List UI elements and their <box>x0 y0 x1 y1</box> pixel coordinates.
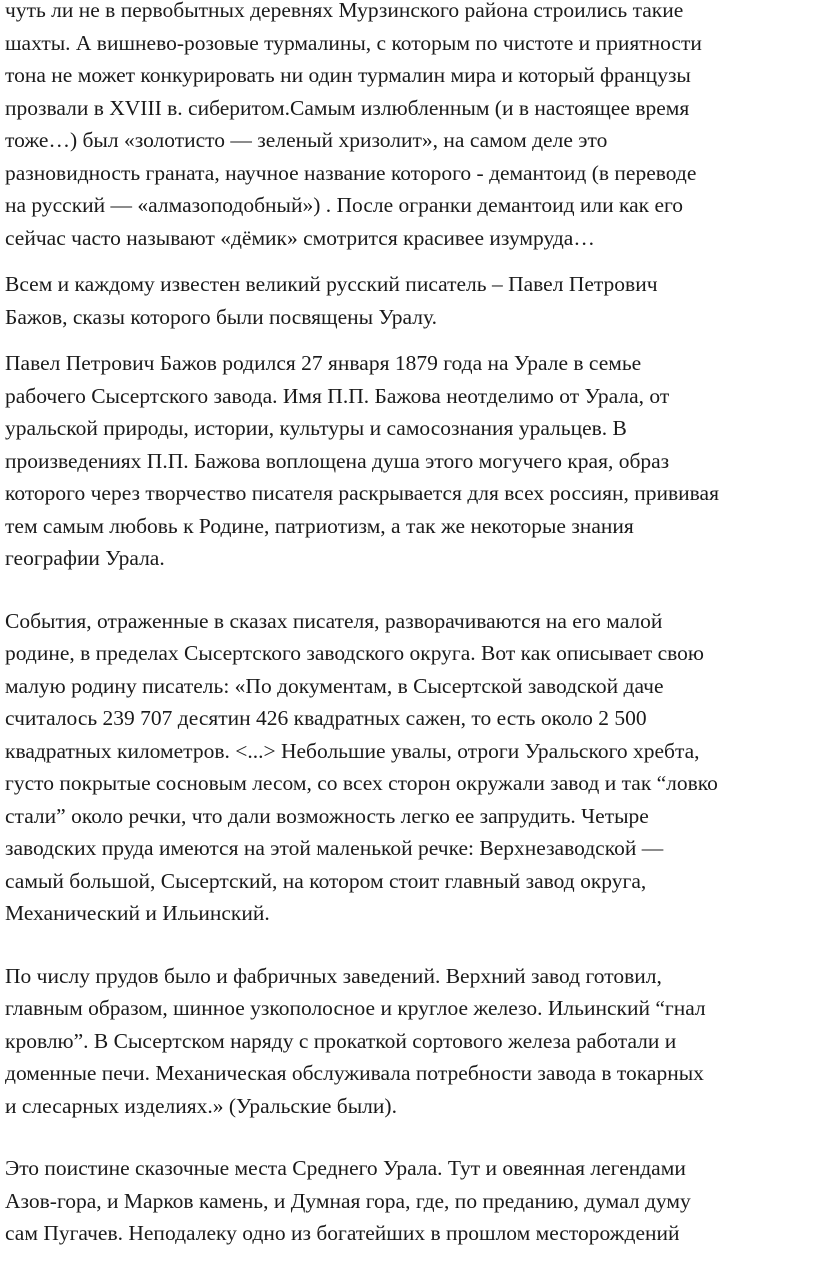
text-line: доменные печи. Механическая обслуживала потребности завода в токарных <box>5 1061 704 1085</box>
text-line: прозвали в XVIII в. сиберитом.Самым излюбленным (и в настоящее время <box>5 95 690 120</box>
text-line: которого через творчество писателя раскрывается для всех россиян, прививая <box>5 481 719 505</box>
text-line: рабочего Сысертского завода. Имя П.П. Бажова неотделимо от Урала, от <box>5 383 670 408</box>
paragraph-bazhov-intro <box>5 268 810 333</box>
paragraph-sysert-district <box>5 605 810 930</box>
text-line: самый большой, Сысертский, на котором стоит главный завод округа, <box>5 868 647 893</box>
text-line: Азов-гора, и Марков камень, и Думная гора, где, по преданию, думал думу <box>5 1188 691 1213</box>
text-line: родине, в пределах Сысертского заводского округа. Вот как описывает свою <box>5 641 704 665</box>
text-line: заводских пруда имеются на этой маленькой речке: Верхнезаводской — <box>5 836 664 860</box>
paragraph-factories <box>5 960 810 1123</box>
paragraph-tourmaline <box>5 0 810 254</box>
text-line: квадратных километров. <...> Небольшие увалы, отроги Уральского хребта, <box>5 738 700 763</box>
text-line: чуть ли не в первобытных деревнях Мурзинского района строились такие <box>5 0 684 22</box>
text-line: сейчас часто называют «дёмик» смотрится красивее изумруда… <box>5 225 595 250</box>
text-line: считалось 239 707 десятин 426 квадратных сажен, то есть около 2 500 <box>5 706 647 730</box>
text-line: густо покрытые сосновым лесом, со всех сторон окружали завод и так “ловко <box>5 771 718 795</box>
text-line: произведениях П.П. Бажова воплощена душа этого могучего края, образ <box>5 448 670 473</box>
text-line: Это поистине сказочные места Среднего Урала. Тут и овеянная легендами <box>5 1156 686 1180</box>
text-line: Всем и каждому известен великий русский писатель – Павел Петрович <box>5 272 658 296</box>
text-line: тона не может конкурировать ни один турмалин мира и который французы <box>5 63 691 87</box>
text-line: Механический и Ильинский. <box>5 901 270 925</box>
text-line: уральской природы, истории, культуры и самосознания уральцев. В <box>5 416 627 440</box>
text-line: кровлю”. В Сысертском наряду с прокаткой сортового железа работали и <box>5 1028 677 1053</box>
text-line: стали” около речки, что дали возможность легко ее запрудить. Четыре <box>5 803 649 828</box>
text-line: Бажов, сказы которого были посвящены Уралу. <box>5 304 437 329</box>
text-line: сам Пугачев. Неподалеку одно из богатейших в прошлом месторождений <box>5 1221 680 1245</box>
text-line: главным образом, шинное узкополосное и круглое железо. Ильинский “гнал <box>5 996 706 1020</box>
text-line: шахты. А вишнево-розовые турмалины, с которым по чистоте и приятности <box>5 30 702 55</box>
text-line: географии Урала. <box>5 546 165 570</box>
text-line: По числу прудов было и фабричных заведений. Верхний завод готовил, <box>5 963 662 988</box>
text-line: малую родину писатель: «По документам, в Сысертской заводской даче <box>5 673 664 698</box>
text-line: События, отраженные в сказах писателя, разворачиваются на его малой <box>5 608 663 633</box>
text-line: Павел Петрович Бажов родился 27 января 1879 года на Урале в семье <box>5 351 642 375</box>
text-line: и слесарных изделиях.» (Уральские были). <box>5 1093 397 1118</box>
text-line: тем самым любовь к Родине, патриотизм, а так же некоторые знания <box>5 513 634 538</box>
text-line: тоже…) был «золотисто — зеленый хризолит», на самом деле это <box>5 128 608 152</box>
text-line: на русский — «алмазоподобный») . После огранки демантоид или как его <box>5 193 684 217</box>
text-line: разновидность граната, научное название которого - демантоид (в переводе <box>5 160 697 185</box>
paragraph-fairy-places <box>5 1152 810 1250</box>
paragraph-bazhov-biography <box>5 347 810 575</box>
